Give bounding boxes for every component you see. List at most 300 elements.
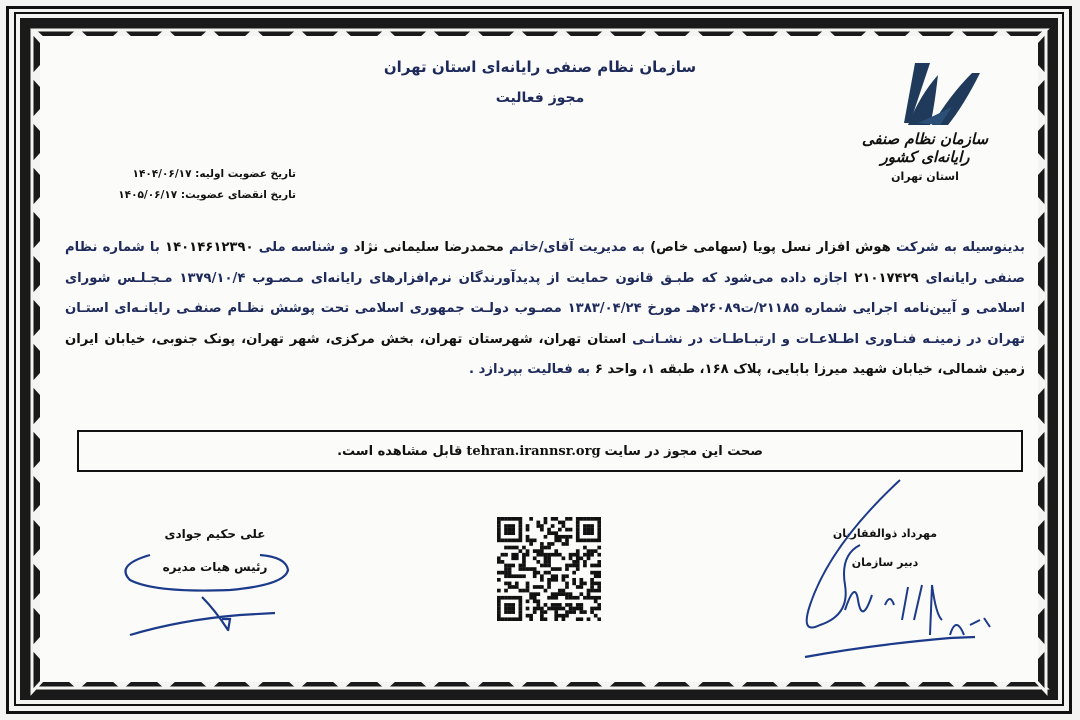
qr-module bbox=[576, 524, 580, 528]
qr-module bbox=[511, 596, 515, 600]
qr-module bbox=[554, 592, 558, 596]
qr-module bbox=[576, 560, 580, 564]
qr-module bbox=[587, 553, 591, 557]
qr-module bbox=[554, 531, 558, 535]
qr-module bbox=[508, 607, 512, 611]
qr-module bbox=[587, 531, 591, 535]
qr-module bbox=[533, 599, 537, 603]
qr-module bbox=[511, 524, 515, 528]
qr-module bbox=[590, 528, 594, 532]
qr-module bbox=[529, 539, 533, 543]
qr-module bbox=[504, 567, 508, 571]
qr-module bbox=[533, 567, 537, 571]
body-text-part: اجازه داده می‌شود که طبـق قانون حمایت از پدیدآورندگان نرم‌افزارهای رایانه‌ای مـصـوب ۱۳۷۹/۱۰/۴ مـجـلـس شورای اسلامی و آیین‌نامه اجرایی شماره ۲۱۱۸۵/ت۲۶۰۸۹هـ مورخ ۱۳۸۳/۰۴/۲۴ مصـوب دولـت جمهوری اسلامی تحت پوشش نظـام صنفـی رایانـه‌ای استـان تهران در زمینـه فنـاوری اطـلاعـات و ارتبـاطـات در نشـانـی bbox=[65, 270, 1026, 347]
qr-module bbox=[583, 582, 587, 586]
qr-module bbox=[533, 539, 537, 543]
qr-module bbox=[547, 578, 551, 582]
qr-module bbox=[522, 574, 526, 578]
qr-module bbox=[519, 614, 523, 618]
qr-module bbox=[565, 592, 569, 596]
qr-module bbox=[508, 539, 512, 543]
qr-module bbox=[504, 582, 508, 586]
qr-module bbox=[572, 596, 576, 600]
qr-module bbox=[583, 596, 587, 600]
qr-module bbox=[547, 585, 551, 589]
qr-module bbox=[544, 546, 548, 550]
qr-module bbox=[590, 585, 594, 589]
qr-module bbox=[562, 524, 566, 528]
qr-module bbox=[597, 582, 601, 586]
qr-module bbox=[519, 589, 523, 593]
qr-module bbox=[554, 553, 558, 557]
qr-module bbox=[529, 617, 533, 621]
qr-module bbox=[497, 521, 501, 525]
qr-module bbox=[504, 539, 508, 543]
qr-module bbox=[597, 571, 601, 575]
qr-module bbox=[540, 549, 544, 553]
qr-module bbox=[569, 610, 573, 614]
qr-module bbox=[533, 607, 537, 611]
qr-module bbox=[590, 578, 594, 582]
qr-module bbox=[594, 607, 598, 611]
qr-module bbox=[504, 524, 508, 528]
qr-module bbox=[508, 571, 512, 575]
qr-module bbox=[587, 524, 591, 528]
qr-module bbox=[590, 531, 594, 535]
national-id: ۱۴۰۱۴۶۱۲۳۹۰ bbox=[165, 240, 254, 255]
qr-module bbox=[590, 524, 594, 528]
qr-module bbox=[594, 549, 598, 553]
qr-module bbox=[519, 567, 523, 571]
qr-module bbox=[558, 535, 562, 539]
qr-module bbox=[508, 574, 512, 578]
qr-module bbox=[544, 571, 548, 575]
qr-module bbox=[511, 610, 515, 614]
qr-module bbox=[572, 607, 576, 611]
qr-module bbox=[558, 614, 562, 618]
qr-module bbox=[533, 549, 537, 553]
qr-module bbox=[597, 553, 601, 557]
qr-module bbox=[522, 556, 526, 560]
qr-module bbox=[590, 596, 594, 600]
qr-module bbox=[558, 589, 562, 593]
qr-module bbox=[572, 560, 576, 564]
qr-module bbox=[594, 582, 598, 586]
qr-module bbox=[597, 521, 601, 525]
qr-module bbox=[547, 582, 551, 586]
qr-module bbox=[515, 517, 519, 521]
qr-module bbox=[551, 542, 555, 546]
qr-module bbox=[576, 528, 580, 532]
qr-module bbox=[547, 528, 551, 532]
qr-module bbox=[576, 617, 580, 621]
qr-module bbox=[511, 546, 515, 550]
qr-module bbox=[536, 560, 540, 564]
qr-module bbox=[544, 564, 548, 568]
qr-module bbox=[497, 531, 501, 535]
qr-module bbox=[519, 607, 523, 611]
qr-module bbox=[536, 553, 540, 557]
qr-module bbox=[576, 596, 580, 600]
qr-module bbox=[536, 599, 540, 603]
qr-module bbox=[551, 567, 555, 571]
qr-module bbox=[497, 560, 501, 564]
qr-module bbox=[519, 539, 523, 543]
qr-module bbox=[583, 564, 587, 568]
qr-module bbox=[515, 585, 519, 589]
qr-module bbox=[526, 567, 530, 571]
qr-module bbox=[540, 546, 544, 550]
qr-module bbox=[594, 614, 598, 618]
qr-module bbox=[565, 564, 569, 568]
qr-module bbox=[590, 582, 594, 586]
qr-module bbox=[515, 556, 519, 560]
qr-module bbox=[579, 592, 583, 596]
qr-module bbox=[554, 603, 558, 607]
qr-module bbox=[569, 528, 573, 532]
qr-module bbox=[594, 564, 598, 568]
qr-module bbox=[519, 617, 523, 621]
qr-module bbox=[569, 607, 573, 611]
qr-module bbox=[533, 610, 537, 614]
qr-module bbox=[565, 596, 569, 600]
initial-membership-date: ۱۴۰۴/۰۶/۱۷ bbox=[132, 168, 192, 180]
qr-module bbox=[540, 524, 544, 528]
qr-module bbox=[551, 553, 555, 557]
qr-module bbox=[497, 539, 501, 543]
qr-module bbox=[511, 556, 515, 560]
qr-module bbox=[529, 517, 533, 521]
qr-module bbox=[579, 610, 583, 614]
qr-module bbox=[576, 549, 580, 553]
qr-module bbox=[590, 610, 594, 614]
qr-module bbox=[519, 610, 523, 614]
body-text-part: با شماره نظام صنفی رایانه‌ای bbox=[65, 240, 1025, 286]
qr-module bbox=[558, 607, 562, 611]
qr-module bbox=[515, 617, 519, 621]
qr-module bbox=[565, 517, 569, 521]
qr-module bbox=[572, 553, 576, 557]
qr-module bbox=[540, 585, 544, 589]
qr-module bbox=[540, 610, 544, 614]
qr-module bbox=[554, 578, 558, 582]
qr-module bbox=[576, 517, 580, 521]
qr-module bbox=[536, 603, 540, 607]
qr-module bbox=[540, 574, 544, 578]
qr-module bbox=[529, 542, 533, 546]
qr-module bbox=[497, 603, 501, 607]
qr-module bbox=[576, 603, 580, 607]
qr-module bbox=[565, 567, 569, 571]
qr-module bbox=[508, 567, 512, 571]
qr-module bbox=[497, 589, 501, 593]
qr-module bbox=[529, 567, 533, 571]
qr-module bbox=[497, 599, 501, 603]
qr-module bbox=[511, 517, 515, 521]
qr-module bbox=[519, 603, 523, 607]
qr-module bbox=[597, 524, 601, 528]
qr-module bbox=[501, 517, 505, 521]
qr-module bbox=[587, 556, 591, 560]
expiry-membership-date: ۱۴۰۵/۰۶/۱۷ bbox=[118, 189, 178, 201]
document-title: مجوز فعالیت bbox=[495, 90, 585, 106]
qr-module bbox=[579, 556, 583, 560]
qr-module bbox=[526, 585, 530, 589]
qr-module bbox=[504, 553, 508, 557]
qr-module bbox=[572, 564, 576, 568]
body-text-part: به فعالیت بپردازد . bbox=[469, 362, 595, 377]
qr-module bbox=[583, 531, 587, 535]
qr-module bbox=[562, 578, 566, 582]
qr-module bbox=[562, 607, 566, 611]
qr-module bbox=[533, 585, 537, 589]
qr-module bbox=[583, 560, 587, 564]
qr-module bbox=[590, 564, 594, 568]
qr-module bbox=[583, 528, 587, 532]
qr-module bbox=[501, 571, 505, 575]
qr-module bbox=[562, 574, 566, 578]
qr-module bbox=[519, 564, 523, 568]
qr-module bbox=[579, 585, 583, 589]
qr-module bbox=[576, 531, 580, 535]
qr-module bbox=[558, 603, 562, 607]
qr-module bbox=[540, 542, 544, 546]
qr-module bbox=[565, 582, 569, 586]
qr-module bbox=[526, 528, 530, 532]
qr-module bbox=[597, 603, 601, 607]
qr-module bbox=[504, 517, 508, 521]
qr-module bbox=[544, 535, 548, 539]
qr-module bbox=[508, 617, 512, 621]
qr-module bbox=[526, 549, 530, 553]
qr-module bbox=[511, 539, 515, 543]
qr-module bbox=[576, 553, 580, 557]
qr-module bbox=[508, 596, 512, 600]
qr-module bbox=[540, 614, 544, 618]
qr-module bbox=[587, 528, 591, 532]
qr-module bbox=[594, 596, 598, 600]
qr-module bbox=[597, 517, 601, 521]
qr-module bbox=[536, 521, 540, 525]
qr-module bbox=[590, 539, 594, 543]
qr-module bbox=[569, 553, 573, 557]
qr-module bbox=[551, 574, 555, 578]
qr-module bbox=[504, 531, 508, 535]
qr-module bbox=[597, 564, 601, 568]
qr-module bbox=[551, 531, 555, 535]
qr-module bbox=[540, 578, 544, 582]
secretary-name: مهرداد ذوالفقاریان bbox=[832, 527, 938, 540]
qr-module bbox=[504, 589, 508, 593]
qr-module bbox=[497, 571, 501, 575]
qr-module bbox=[540, 617, 544, 621]
qr-module bbox=[544, 521, 548, 525]
qr-module bbox=[501, 617, 505, 621]
qr-module bbox=[569, 517, 573, 521]
initial-membership-row bbox=[80, 164, 296, 185]
qr-module bbox=[554, 596, 558, 600]
qr-module bbox=[579, 578, 583, 582]
qr-module bbox=[519, 535, 523, 539]
qr-module bbox=[562, 592, 566, 596]
qr-module bbox=[579, 582, 583, 586]
qr-module bbox=[547, 560, 551, 564]
qr-module bbox=[522, 553, 526, 557]
qr-module bbox=[562, 556, 566, 560]
qr-module bbox=[565, 585, 569, 589]
qr-module bbox=[511, 528, 515, 532]
qr-module bbox=[565, 539, 569, 543]
qr-module bbox=[547, 546, 551, 550]
license-body-text bbox=[65, 233, 1025, 386]
qr-module bbox=[497, 528, 501, 532]
qr-module bbox=[519, 549, 523, 553]
qr-module bbox=[597, 589, 601, 593]
qr-module bbox=[554, 617, 558, 621]
qr-module bbox=[526, 582, 530, 586]
qr-module bbox=[554, 549, 558, 553]
qr-module bbox=[558, 592, 562, 596]
qr-module bbox=[526, 553, 530, 557]
body-text-part: و شناسه ملی bbox=[253, 240, 354, 255]
qr-module bbox=[519, 517, 523, 521]
qr-module bbox=[597, 535, 601, 539]
qr-module bbox=[536, 592, 540, 596]
qr-module bbox=[554, 607, 558, 611]
qr-module bbox=[526, 539, 530, 543]
qr-module bbox=[497, 617, 501, 621]
qr-module bbox=[544, 517, 548, 521]
qr-module bbox=[554, 574, 558, 578]
qr-module bbox=[590, 571, 594, 575]
qr-module bbox=[544, 617, 548, 621]
qr-module bbox=[587, 617, 591, 621]
qr-module bbox=[590, 589, 594, 593]
qr-module bbox=[597, 528, 601, 532]
business-address: استان تهران، شهرستان تهران، بخش مرکزی، شهر تهران، پونک جنوبی، خیابان ایران زمین شمالی، خیابان شهید میرزا بابایی، پلاک ۱۶۸، طبقه ۱، واحد ۶ bbox=[65, 331, 1025, 377]
guild-number: ۲۱۰۱۷۴۲۹ bbox=[854, 270, 919, 286]
qr-module bbox=[526, 599, 530, 603]
qr-module bbox=[536, 524, 540, 528]
qr-module bbox=[511, 531, 515, 535]
qr-module bbox=[562, 521, 566, 525]
qr-module bbox=[597, 596, 601, 600]
qr-module bbox=[504, 603, 508, 607]
qr-module bbox=[551, 607, 555, 611]
qr-module bbox=[540, 528, 544, 532]
qr-module bbox=[565, 528, 569, 532]
initial-membership-label: تاریخ عضویت اولیه: bbox=[195, 168, 296, 180]
qr-module bbox=[565, 614, 569, 618]
qr-module bbox=[597, 585, 601, 589]
qr-module bbox=[519, 521, 523, 525]
body-text-part: بدینوسیله به شرکت bbox=[890, 240, 1025, 255]
qr-module bbox=[497, 556, 501, 560]
qr-module bbox=[504, 528, 508, 532]
qr-module bbox=[569, 564, 573, 568]
verification-url-link[interactable]: tehran.irannsr.org bbox=[466, 443, 601, 459]
body-text-part: به مدیریت آقای/خانم bbox=[503, 240, 651, 255]
qr-module bbox=[551, 578, 555, 582]
qr-module bbox=[497, 607, 501, 611]
qr-module bbox=[522, 589, 526, 593]
qr-module bbox=[497, 614, 501, 618]
qr-module bbox=[526, 524, 530, 528]
qr-module bbox=[511, 564, 515, 568]
qr-module bbox=[501, 539, 505, 543]
qr-module bbox=[533, 596, 537, 600]
qr-module bbox=[572, 610, 576, 614]
qr-module bbox=[501, 596, 505, 600]
qr-module bbox=[565, 574, 569, 578]
qr-module bbox=[497, 517, 501, 521]
qr-module bbox=[551, 524, 555, 528]
qr-module bbox=[497, 578, 501, 582]
qr-module bbox=[576, 567, 580, 571]
qr-module bbox=[504, 564, 508, 568]
qr-module bbox=[508, 564, 512, 568]
qr-module bbox=[544, 560, 548, 564]
qr-module bbox=[579, 607, 583, 611]
qr-module bbox=[522, 564, 526, 568]
qr-module bbox=[569, 535, 573, 539]
qr-module bbox=[558, 539, 562, 543]
qr-module bbox=[497, 610, 501, 614]
qr-module bbox=[583, 517, 587, 521]
qr-module bbox=[529, 614, 533, 618]
chairman-title: رئیس هیات مدیره bbox=[162, 560, 268, 574]
qr-module bbox=[504, 607, 508, 611]
qr-module bbox=[569, 596, 573, 600]
logo-province: استان تهران bbox=[891, 170, 959, 183]
qr-module bbox=[540, 564, 544, 568]
qr-module bbox=[536, 571, 540, 575]
qr-module bbox=[519, 524, 523, 528]
qr-module bbox=[497, 524, 501, 528]
qr-module bbox=[519, 599, 523, 603]
qr-module bbox=[508, 610, 512, 614]
qr-module bbox=[497, 535, 501, 539]
qr-module bbox=[511, 574, 515, 578]
qr-module bbox=[533, 556, 537, 560]
qr-module bbox=[515, 553, 519, 557]
qr-module bbox=[590, 553, 594, 557]
qr-module bbox=[515, 582, 519, 586]
qr-module bbox=[597, 607, 601, 611]
qr-module bbox=[508, 603, 512, 607]
qr-module bbox=[576, 564, 580, 568]
qr-code-icon[interactable] bbox=[497, 517, 601, 621]
qr-module bbox=[522, 560, 526, 564]
verification-prefix: صحت این مجوز در سایت bbox=[604, 443, 763, 459]
qr-module bbox=[547, 531, 551, 535]
qr-module bbox=[554, 517, 558, 521]
qr-module bbox=[526, 614, 530, 618]
qr-module bbox=[504, 571, 508, 575]
qr-module bbox=[579, 539, 583, 543]
company-name: هوش افزار نسل پویا (سهامی خاص) bbox=[650, 240, 891, 255]
verification-box bbox=[77, 430, 1023, 472]
qr-module bbox=[587, 596, 591, 600]
qr-module bbox=[558, 553, 562, 557]
qr-module bbox=[515, 574, 519, 578]
qr-module bbox=[558, 521, 562, 525]
qr-module bbox=[547, 596, 551, 600]
qr-module bbox=[565, 535, 569, 539]
qr-module bbox=[547, 556, 551, 560]
qr-module bbox=[497, 596, 501, 600]
qr-module bbox=[583, 524, 587, 528]
